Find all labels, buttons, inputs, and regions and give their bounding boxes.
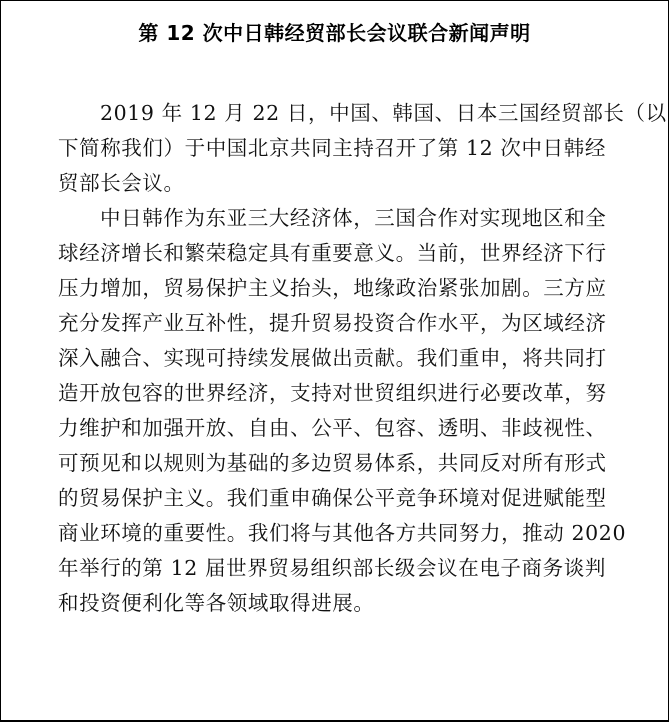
document-title: 第 12 次中日韩经贸部长会议联合新闻声明: [138, 21, 531, 45]
text-line: 可预见和以规则为基础的多边贸易体系，共同反对所有形式: [58, 451, 607, 475]
text-line: 深入融合、实现可持续发展做出贡献。我们重申，将共同打: [58, 346, 607, 370]
document-body: [58, 96, 667, 621]
paragraph-1: [58, 96, 667, 201]
paragraph-2: [58, 201, 658, 621]
text-line: 和投资便利化等各领域取得进展。: [58, 591, 375, 615]
text-line: 压力增加，贸易保护主义抬头，地缘政治紧张加剧。三方应: [58, 276, 607, 300]
text-line: 商业环境的重要性。我们将与其他各方共同努力，推动 2020: [58, 521, 627, 545]
text-line: 力维护和加强开放、自由、公平、包容、透明、非歧视性、: [58, 416, 607, 440]
text-line: 年举行的第 12 届世界贸易组织部长级会议在电子商务谈判: [58, 556, 606, 580]
text-line: 充分发挥产业互补性，提升贸易投资合作水平，为区域经济: [58, 311, 607, 335]
text-line: 中日韩作为东亚三大经济体，三国合作对实现地区和全: [100, 206, 607, 230]
text-line: 下简称我们）于中国北京共同主持召开了第 12 次中日韩经: [58, 136, 606, 160]
text-line: 2019 年 12 月 22 日，中国、韩国、日本三国经贸部长（以: [100, 101, 667, 125]
text-line: 贸部长会议。: [58, 171, 185, 195]
text-line: 的贸易保护主义。我们重申确保公平竞争环境对促进赋能型: [58, 486, 607, 510]
text-line: 球经济增长和繁荣稳定具有重要意义。当前，世界经济下行: [58, 241, 607, 265]
text-line: 造开放包容的世界经济，支持对世贸组织进行必要改革，努: [58, 381, 607, 405]
